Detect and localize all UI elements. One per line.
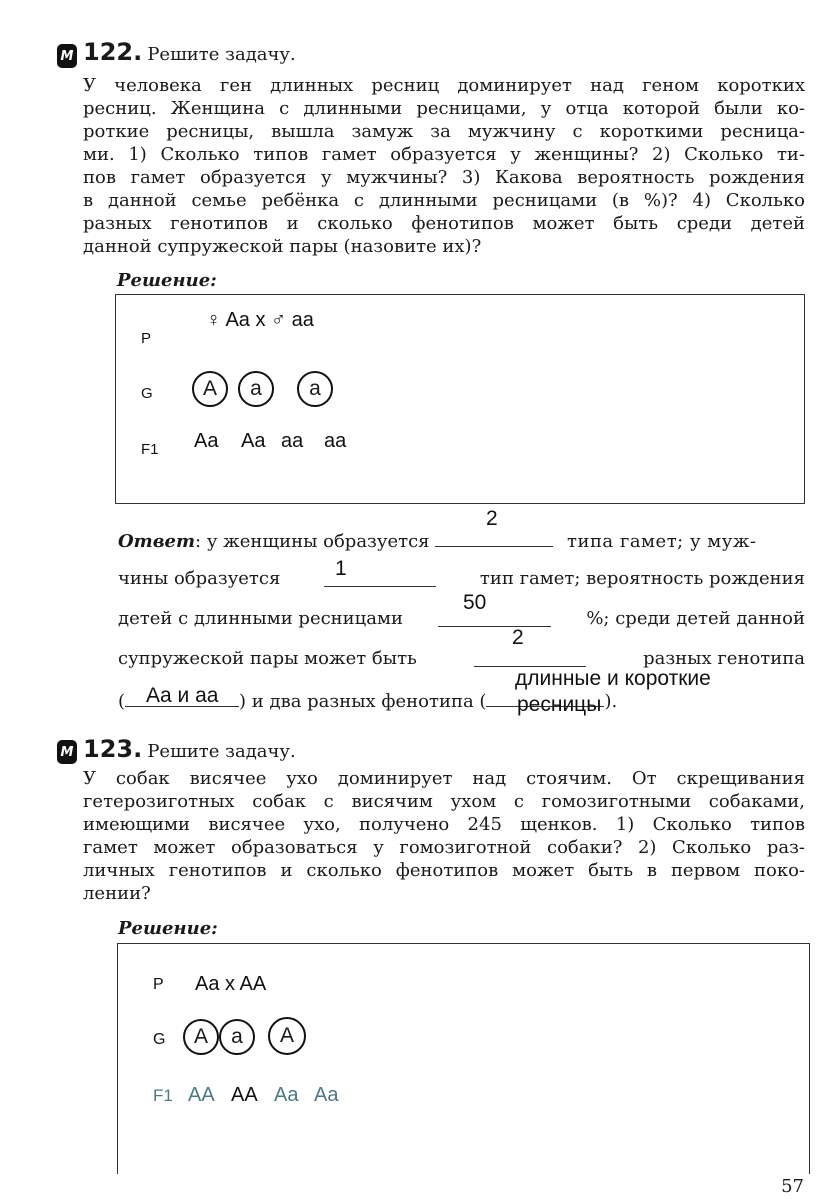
f1-genotype: Aa xyxy=(274,1084,299,1106)
handwritten-answer: 1 xyxy=(335,557,347,580)
task-123-solution-label: Решение: xyxy=(118,918,218,939)
f1-genotype: aa xyxy=(281,430,304,452)
f1-genotype: Aa xyxy=(194,430,219,452)
text-line: ми. 1) Сколько типов гамет образуется у женщины? 2) Сколько ти- xyxy=(83,144,805,165)
task-122-number: 122. xyxy=(83,38,143,66)
task-123-title: Решите задачу. xyxy=(147,741,296,762)
f1-genotype: aa xyxy=(324,430,347,452)
text-line: личных генотипов и сколько фенотипов может быть в первом поко- xyxy=(83,860,805,881)
p-label: P xyxy=(141,330,152,347)
task-122-solution-label: Решение: xyxy=(117,270,217,291)
gamete-circle: a xyxy=(219,1019,255,1055)
blank-percent xyxy=(438,608,551,627)
text-line: имеющими висячее ухо, получено 245 щенков. 1) Сколько типов xyxy=(83,814,805,835)
f1-label: F1 xyxy=(141,441,159,458)
answer-text: тип гамет; вероятность рождения xyxy=(479,568,805,589)
answer-text: чины образуется xyxy=(118,568,281,589)
text-line: У собак висячее ухо доминирует над стоячим. От скрещивания xyxy=(83,768,805,789)
cross-formula: Aa x AA xyxy=(195,973,267,995)
answer-line-4 xyxy=(118,648,805,669)
p-label: P xyxy=(153,976,164,993)
task-122-text xyxy=(83,74,805,258)
text-line: лении? xyxy=(83,883,151,904)
f1-label: F1 xyxy=(153,1086,173,1105)
text-line: разных генотипов и сколько фенотипов может быть среди детей xyxy=(83,213,805,234)
task-123-number: 123. xyxy=(83,735,143,763)
answer-line-1 xyxy=(118,528,757,552)
answer-text: супружеской пары может быть xyxy=(118,648,417,669)
gamete-circle: A xyxy=(183,1019,219,1055)
gamete-circle: a xyxy=(297,371,333,407)
answer-text: %; среди детей данной xyxy=(586,608,805,629)
gamete-circle: A xyxy=(192,371,228,407)
answer-text: разных генотипа xyxy=(643,648,805,669)
task-123-solution-box xyxy=(117,943,810,1174)
text-line: в данной семье ребёнка с длинными ресницами (в %)? 4) Сколько xyxy=(83,190,805,211)
answer-text: ). xyxy=(604,691,618,712)
answer-text: : у женщины образуется xyxy=(195,531,430,552)
answer-line-3 xyxy=(118,608,805,629)
page-number: 57 xyxy=(781,1176,804,1197)
task-122-badge: M xyxy=(57,44,77,68)
f1-genotype: Aa xyxy=(314,1084,339,1106)
task-123-text xyxy=(83,767,805,905)
f1-genotype: AA xyxy=(231,1084,258,1106)
blank-genotype-count xyxy=(474,648,586,667)
task-123-heading xyxy=(83,735,296,763)
text-line: роткие ресницы, вышла замуж за мужчину с короткими ресница- xyxy=(83,121,805,142)
text-line: У человека ген длинных ресниц доминирует над геном коротких xyxy=(83,75,805,96)
text-line: гамет может образоваться у гомозиготной собаки? 2) Сколько раз- xyxy=(83,837,805,858)
text-line: ресниц. Женщина с длинными ресницами, у отца которой были ко- xyxy=(83,98,805,119)
handwritten-answer: длинные и короткие xyxy=(515,667,711,690)
answer-text: детей с длинными ресницами xyxy=(118,608,403,629)
text-line: гетерозиготных собак с висячим ухом с гомозиготными собаками, xyxy=(83,791,805,812)
text-line: пов гамет образуется у мужчины? 3) Какова вероятность рождения xyxy=(83,167,805,188)
task-122-solution-box xyxy=(115,294,805,504)
handwritten-answer: Aa и aa xyxy=(146,684,219,707)
handwritten-answer: 50 xyxy=(463,591,487,614)
handwritten-answer: ресницы xyxy=(517,693,602,716)
answer-text: ( xyxy=(118,691,126,712)
text-line: данной супружеской пары (назовите их)? xyxy=(83,236,482,257)
gamete-circle: A xyxy=(268,1017,306,1055)
answer-text: типа гамет; у муж- xyxy=(566,531,757,552)
task-123-badge: M xyxy=(57,740,77,764)
answer-line-2 xyxy=(118,568,805,589)
answer-text: ) и два разных фенотипа ( xyxy=(239,691,487,712)
handwritten-answer: 2 xyxy=(512,626,524,649)
f1-genotype: AA xyxy=(188,1084,215,1106)
cross-formula: ♀ Aa x ♂ aa xyxy=(206,309,314,331)
gamete-circle: a xyxy=(238,371,274,407)
f1-genotype: Aa xyxy=(241,430,266,452)
g-label: G xyxy=(141,385,153,402)
answer-label: Ответ xyxy=(118,531,196,552)
task-122-heading xyxy=(83,38,296,66)
g-label: G xyxy=(153,1031,166,1048)
handwritten-answer: 2 xyxy=(486,507,498,530)
task-122-title: Решите задачу. xyxy=(147,44,296,65)
